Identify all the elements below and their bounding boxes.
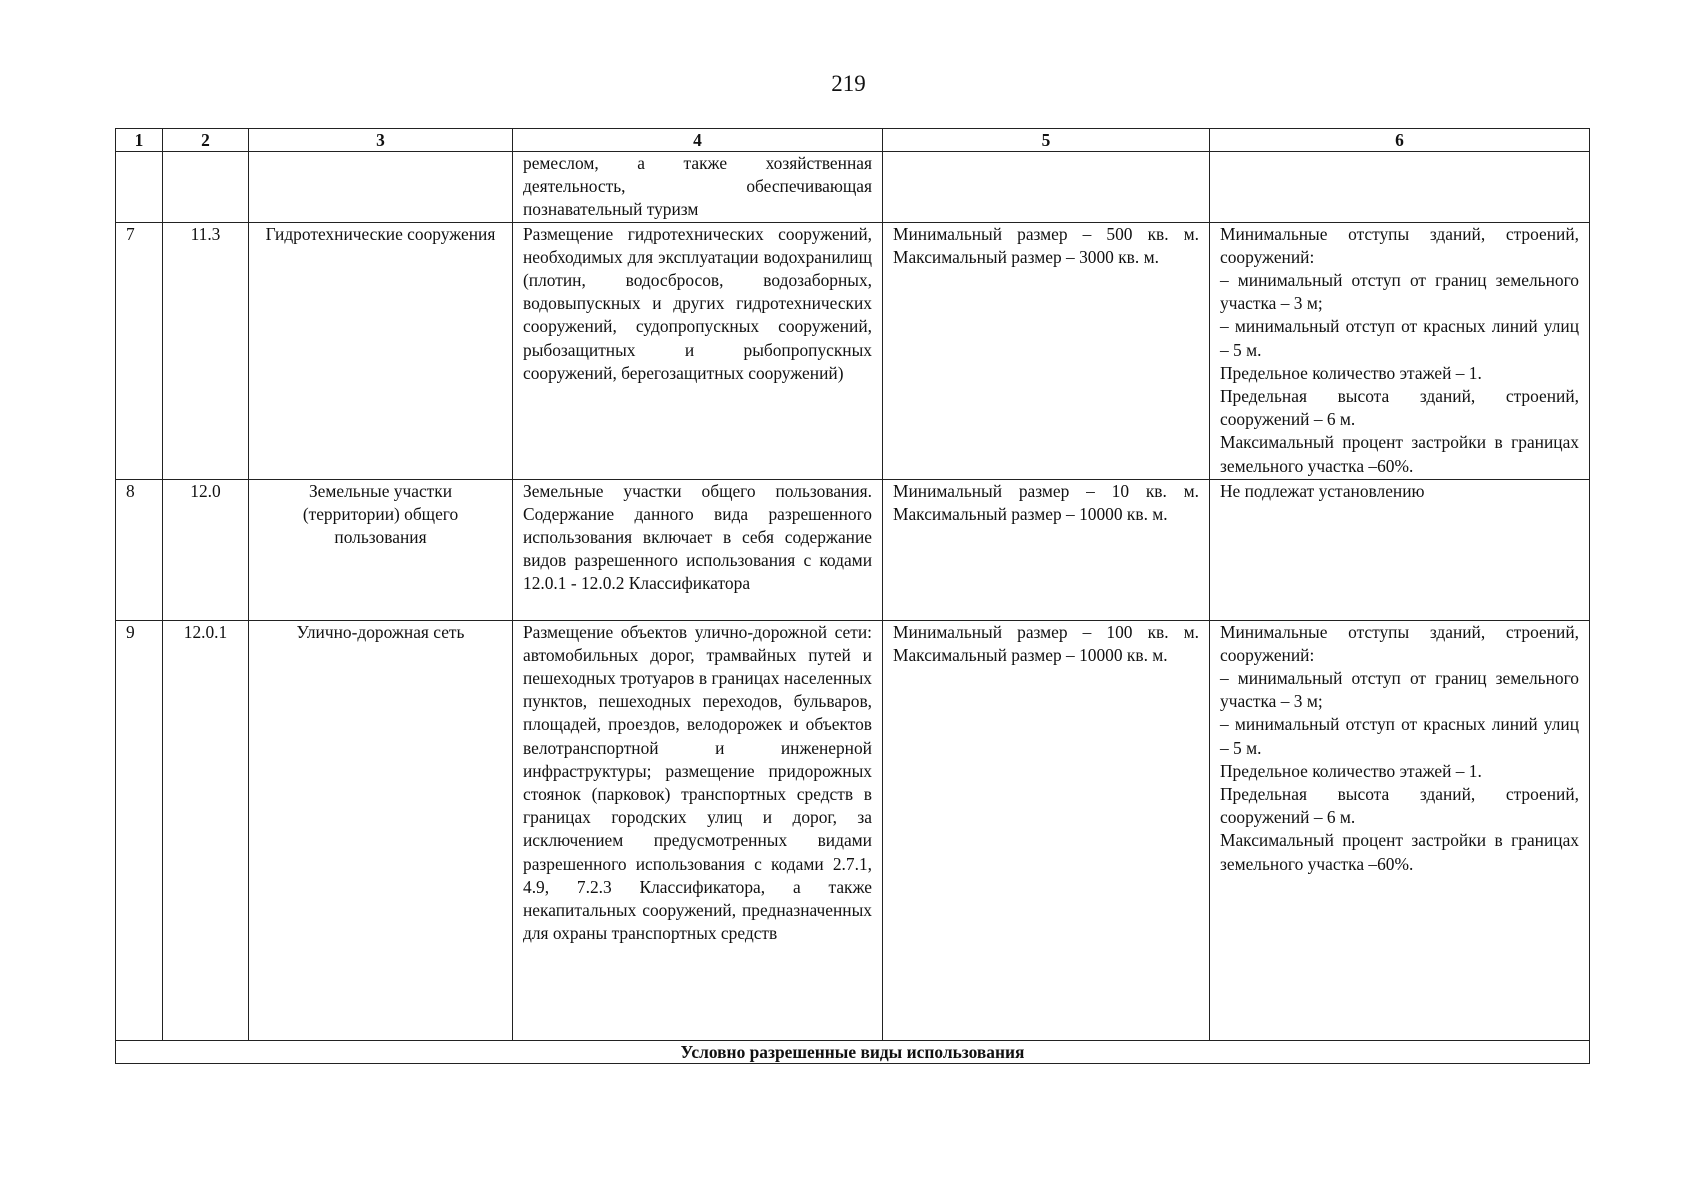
parameter-line: Не подлежат установлению [1220, 480, 1425, 501]
use-code: 12.0 [163, 479, 249, 620]
column-header: 6 [1210, 129, 1590, 152]
text-line: ремеслом, а также хозяйственная [523, 153, 872, 173]
text-line: деятельность, обеспечивающая [523, 176, 872, 197]
use-code: 12.0.1 [163, 620, 249, 1040]
parameter-line: Минимальные отступы зданий, строений, сооружений: [1220, 621, 1579, 665]
page-number: 219 [831, 71, 866, 96]
use-name: Гидротехнические сооружения [249, 222, 513, 479]
use-description: Размещение объектов улично-дорожной сети: автомобильных дорог, трамвайных путей и пешеходных тротуаров в границах населенных пунктов, пешеходных переходов, бульваров, площадей, проездов, велодорожек и объектов велотранспортной и инженерной инфраструктуры; размещение придорожных стоянок (парковок) транспортных средств в границах городских улиц и дорог, за исключением предусмотренных видами разрешенного использования с кодами 2.7.1, 4.9, 7.2.3 Классификатора, а также некапитальных сооружений, предназначенных для охраны транспортных средств [513, 620, 883, 1040]
parameter-line: – минимальный отступ от красных линий улиц – 5 м. [1220, 316, 1579, 360]
table-row-continuation [116, 152, 1590, 223]
plot-size: Минимальный размер – 500 кв. м. Максимальный размер – 3000 кв. м. [883, 222, 1210, 479]
parameter-line: Предельная высота зданий, строений, сооружений – 6 м. [1220, 386, 1579, 430]
column-header: 2 [163, 129, 249, 152]
parameter-line: – минимальный отступ от границ земельного участка – 3 м; [1220, 270, 1579, 314]
use-description: Размещение гидротехнических сооружений, необходимых для эксплуатации водохранилищ (плотин, водосбросов, водозаборных, водовыпускных и других гидротехнических сооружений, судопропускных сооружений, рыбозащитных и рыбопропускных сооружений, берегозащитных сооружений) [513, 222, 883, 479]
row-number: 9 [116, 620, 163, 1040]
use-code: 11.3 [163, 222, 249, 479]
use-name: Земельные участки (территории) общего пользования [249, 479, 513, 620]
section-title: Условно разрешенные виды использования [116, 1040, 1590, 1063]
section-row [116, 1040, 1590, 1063]
building-parameters [1210, 620, 1590, 1040]
use-name: Улично-дорожная сеть [249, 620, 513, 1040]
building-parameters [1210, 222, 1590, 479]
land-use-table [115, 128, 1590, 1064]
plot-size: Минимальный размер – 10 кв. м. Максимальный размер – 10000 кв. м. [883, 479, 1210, 620]
text-line: познавательный туризм [523, 199, 699, 220]
parameter-line: Максимальный процент застройки в границах земельного участка –60%. [1220, 830, 1579, 874]
plot-size: Минимальный размер – 100 кв. м. Максимальный размер – 10000 кв. м. [883, 620, 1210, 1040]
parameter-line: Предельная высота зданий, строений, сооружений – 6 м. [1220, 784, 1579, 828]
parameter-line: Предельное количество этажей – 1. [1220, 362, 1482, 383]
parameter-line: Максимальный процент застройки в границах земельного участка –60%. [1220, 432, 1579, 476]
description-continuation [513, 152, 883, 223]
column-header: 1 [116, 129, 163, 152]
column-header: 4 [513, 129, 883, 152]
table-header-row [116, 129, 1590, 152]
column-header: 5 [883, 129, 1210, 152]
row-number: 8 [116, 479, 163, 620]
use-description: Земельные участки общего пользования. Содержание данного вида разрешенного использования включает в себя содержание видов разрешенного использования с кодами 12.0.1 - 12.0.2 Классификатора [513, 479, 883, 620]
parameter-line: – минимальный отступ от красных линий улиц – 5 м. [1220, 714, 1579, 758]
column-header: 3 [249, 129, 513, 152]
table-row [116, 620, 1590, 1040]
table-row [116, 479, 1590, 620]
parameter-line: Предельное количество этажей – 1. [1220, 760, 1482, 781]
table-row [116, 222, 1590, 479]
parameter-line: – минимальный отступ от границ земельного участка – 3 м; [1220, 668, 1579, 712]
row-number: 7 [116, 222, 163, 479]
building-parameters [1210, 479, 1590, 620]
parameter-line: Минимальные отступы зданий, строений, сооружений: [1220, 223, 1579, 267]
